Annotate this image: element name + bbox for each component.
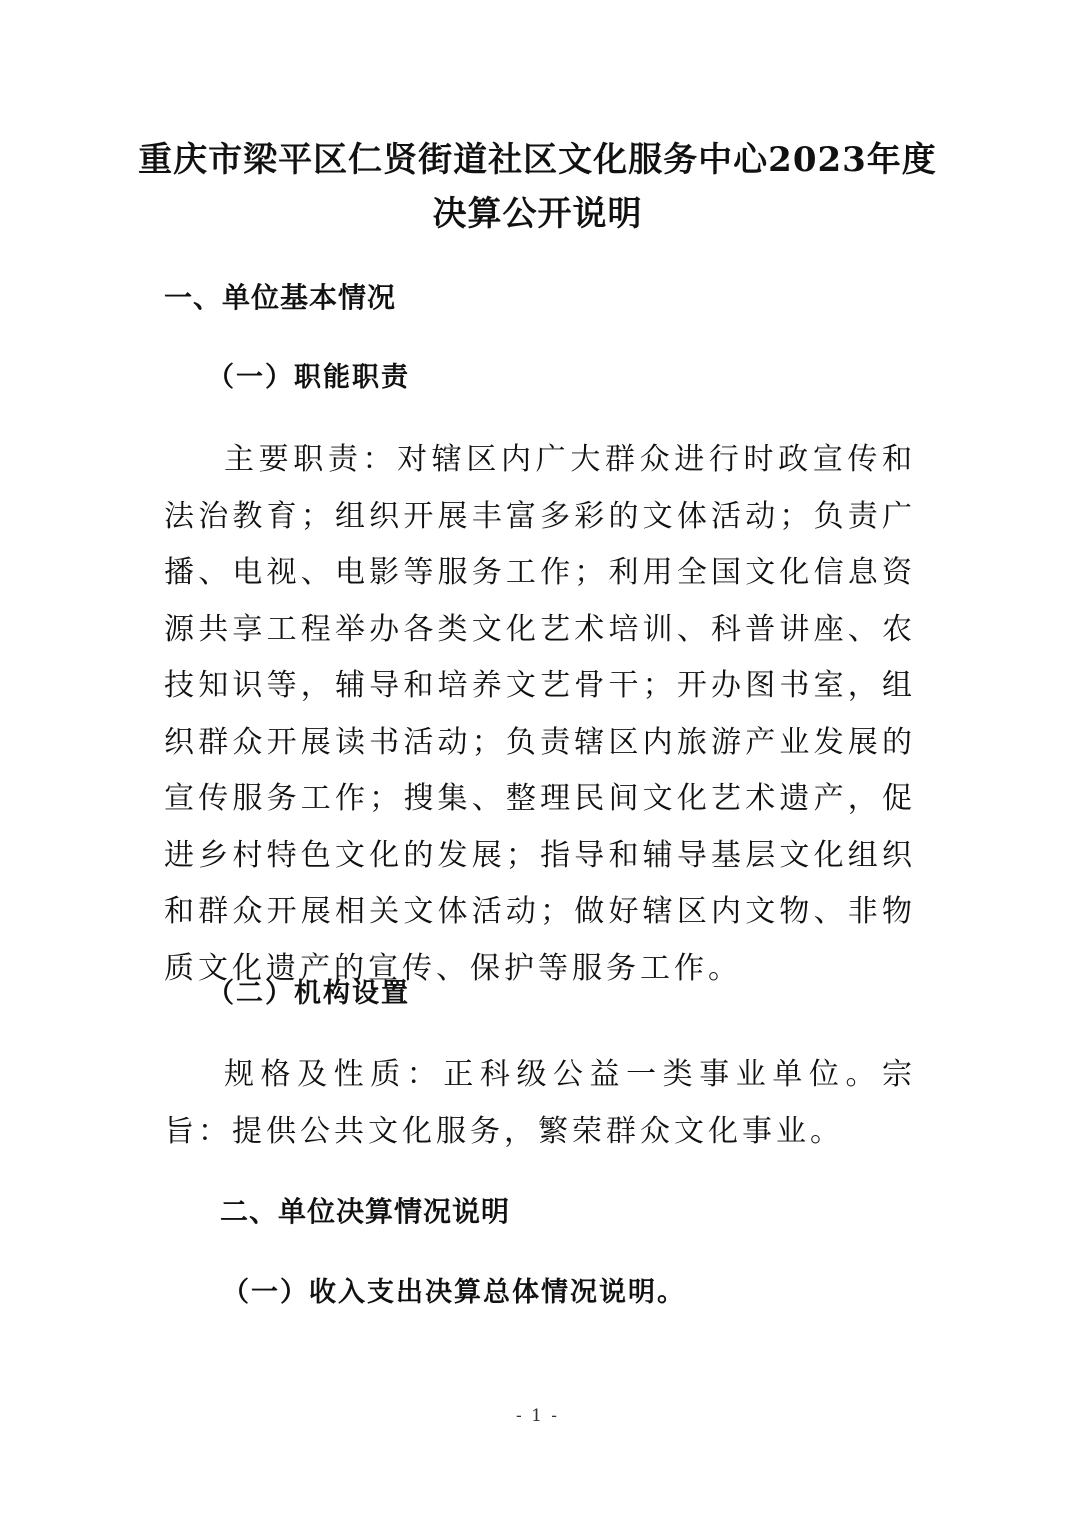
page-number: - 1 - — [515, 1406, 560, 1426]
document-title-line2: 决算公开说明 — [432, 194, 643, 234]
section1-heading: 一、单位基本情况 — [164, 281, 397, 314]
section1-sub2-heading: （二）机构设置 — [207, 978, 410, 1009]
section1-sub2-body: 规格及性质：正科级公益一类事业单位。宗旨：提供公共文化服务，繁荣群众文化事业。 — [164, 1057, 916, 1149]
section1-sub1-heading: （一）职能职责 — [207, 362, 410, 393]
document-title-line1: 重庆市梁平区仁贤街道社区文化服务中心2023年度 — [138, 140, 937, 180]
section1-sub1-body: 主要职责：对辖区内广大群众进行时政宣传和法治教育；组织开展丰富多彩的文体活动；负责广播、电视、电影等服务工作；利用全国文化信息资源共享工程举办各类文化艺术培训、科普讲座、农技知识等，辅导和培养文艺骨干；开办图书室，组织群众开展读书活动；负责辖区内旅游产业发展的宣传服务工作；搜集、整理民间文化艺术遗产，促进乡村特色文化的发展；指导和辅导基层文化组织和群众开展相关文体活动；做好辖区内文物、非物质文化遗产的宣传、保护等服务工作。 — [164, 442, 916, 986]
section2-heading: 二、单位决算情况说明 — [220, 1195, 511, 1228]
section2-sub1-heading: （一）收入支出决算总体情况说明。 — [222, 1277, 686, 1308]
